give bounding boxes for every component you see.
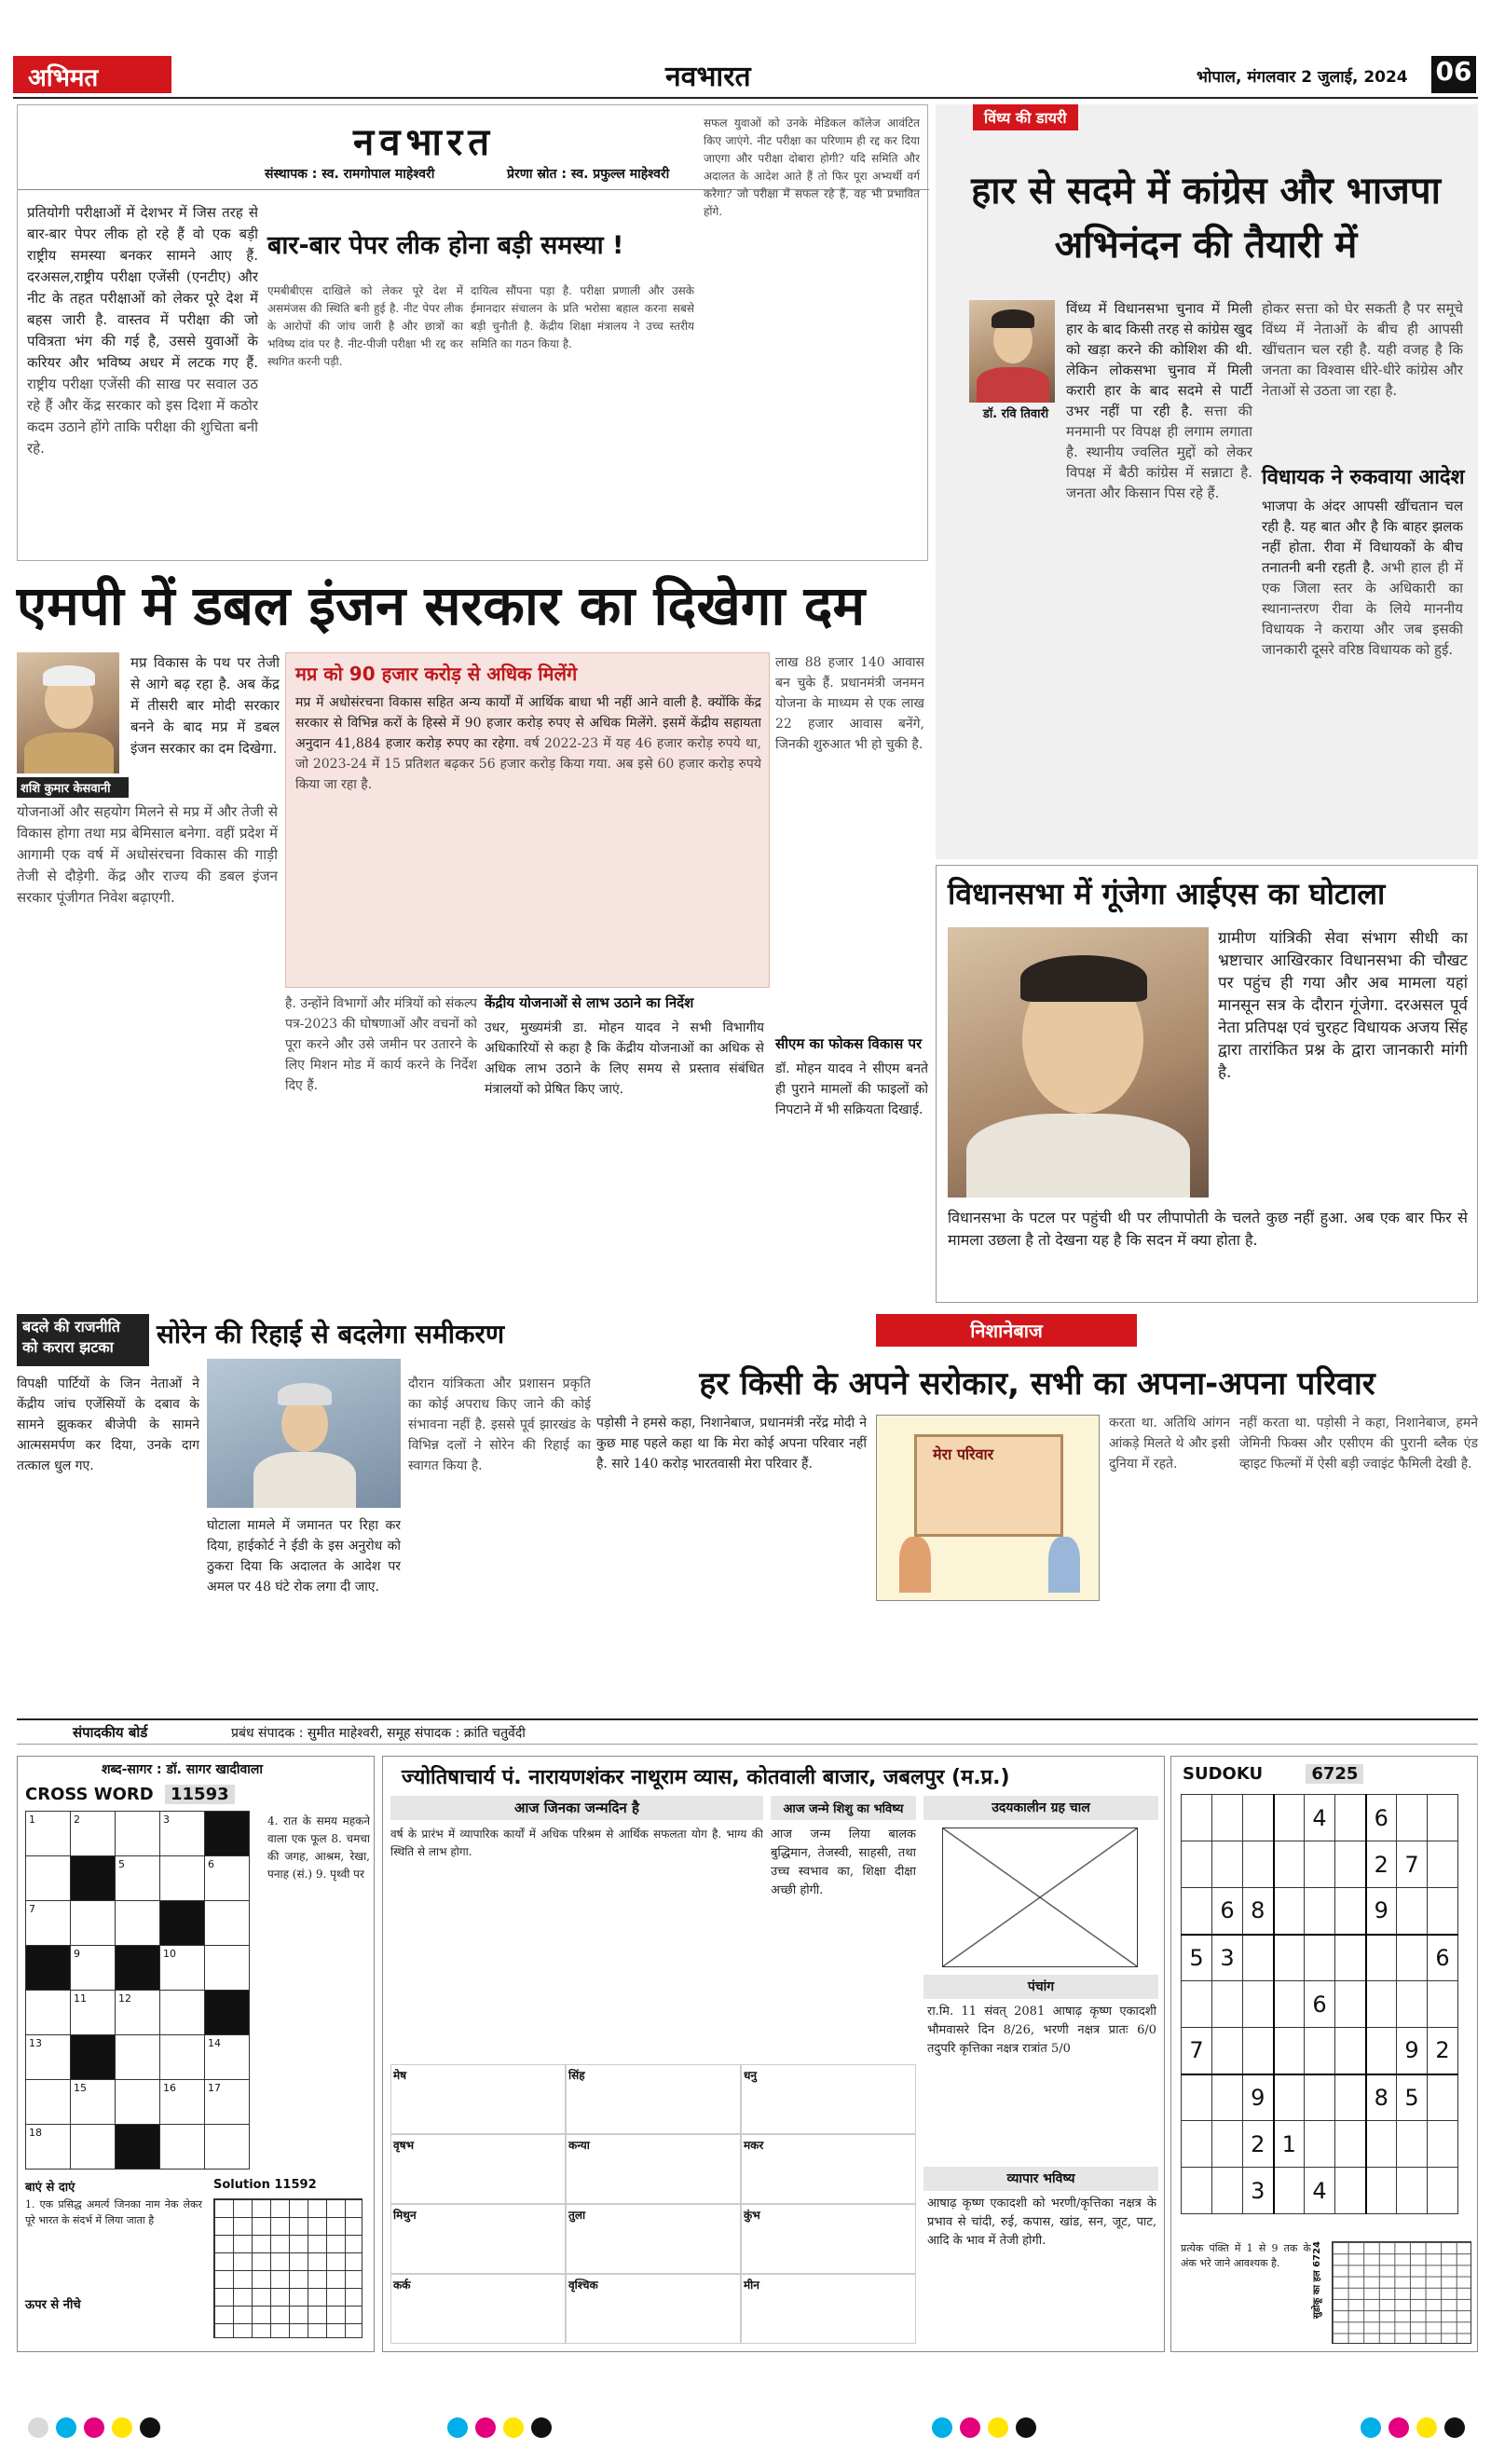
sudoku-cell <box>1335 2168 1366 2214</box>
sudoku-cell <box>1428 1795 1458 1841</box>
sudoku-cell: 6 <box>1366 1795 1397 1841</box>
section-tag: अभिमत <box>13 56 171 93</box>
board-line <box>17 1718 1478 1745</box>
child-text: आज जन्म लिया बालक बुद्धिमान, तेजस्वी, साहसी, तथा उच्च स्वभाव का, शिक्षा दीक्षा अच्छी होगी. <box>771 1827 916 1897</box>
editorial-lead: प्रतियोगी परीक्षाओं में देशभर में जिस तरह से बार-बार पेपर लीक हो रहे हैं वो एक बड़ी राष्ट्रीय समस्या बनकर सामने आए हैं. दरअसल,राष्ट्रीय परीक्षा एजेंसी (एनटीए) और नीट के तहत परीक्षाओं को लेकर पूरे देश में बहस जारी है. वास्तव में परीक्षा की जो पवित्रता भंग की गई है, उससे युवाओं के करियर और भविष्य अधर में लटक गए हैं. राष्ट्रीय परीक्षा एजेंसी की साख पर सवाल उठ रहे हैं और केंद्र सरकार को इस दिशा में कठोर कदम उठाने होंगे ताकि परीक्षा की शुचिता बनी रहे. <box>27 204 258 457</box>
soren-photo <box>207 1359 401 1508</box>
sudoku-cell: 5 <box>1182 1935 1212 1981</box>
sudoku-cell <box>1305 2121 1335 2168</box>
politician-photo <box>948 927 1209 1198</box>
main-col4: लाख 88 हजार 140 आवास बन चुके हैं. प्रधानमंत्री जनमन योजना के माध्यम से एक लाख 22 हजार आवास बनेंगे, जिनकी शुरुआत भी हो चुकी है. <box>775 655 924 752</box>
editorial-block <box>17 104 928 561</box>
crossword-across-label: बाएं से दाएं <box>25 2181 75 2195</box>
sudoku-cell: 4 <box>1305 1795 1335 1841</box>
sudoku-cell <box>1397 1981 1428 2028</box>
panchang-title: पंचांग <box>923 1975 1158 1999</box>
soren-kicker-2: को करारा झटका <box>22 1338 114 1356</box>
soren-kicker <box>17 1314 149 1366</box>
sudoku-cell: 7 <box>1397 1841 1428 1888</box>
sudoku-cell <box>1397 2121 1428 2168</box>
sudoku-cell: 5 <box>1397 2074 1428 2121</box>
crossword-top-label: शब्द-सागर : डॉ. सागर खादीवाला <box>102 1762 264 1777</box>
soren-col1: विपक्षी पार्टियों के जिन नेताओं ने केंद्रीय जांच एजेंसियों के दबाव के सामने झुककर बीजेपी के सामने आत्मसमर्पण कर दिया, उनके दाग तत्काल धुल गए. <box>17 1376 199 1473</box>
sudoku-cell: 2 <box>1428 2028 1458 2074</box>
sudoku-grid <box>1181 1794 1458 2214</box>
sudoku-cell <box>1335 1795 1366 1841</box>
editorial-headline: बार-बार पेपर लीक होना बड़ी समस्या ! <box>267 231 624 260</box>
sudoku-cell: 9 <box>1366 1888 1397 1935</box>
nishanebaaz-col3: करता था. अतिथि आंगन आंकड़े मिलते थे और इसी दुनिया में रहते. <box>1109 1416 1230 1472</box>
registration-strip <box>0 2404 1491 2451</box>
sudoku-cell <box>1182 1888 1212 1935</box>
rashi-item: वृषभ <box>390 2134 566 2204</box>
nishanebaaz-tag: निशानेबाज <box>876 1314 1137 1347</box>
sudoku-cell <box>1182 2168 1212 2214</box>
sudoku-cell <box>1182 1841 1212 1888</box>
sudoku-cell <box>1182 2074 1212 2121</box>
sudoku-cell <box>1428 2074 1458 2121</box>
planet-chart <box>942 1827 1138 1967</box>
crossword-clue-across: 1. एक प्रसिद्ध अमर्त्य जिनका नाम नेक लेकर पूरे भारत के संदर्भ में लिया जाता है <box>25 2198 202 2226</box>
sudoku-number: 6725 <box>1306 1764 1363 1784</box>
soren-kicker-1: बदले की राजनीति <box>22 1318 120 1335</box>
soren-col3: दौरान यांत्रिकता और प्रशासन प्रकृति का कोई अपराध किए जाने की कोई संभावना नहीं है. इससे पूर्व झारखंड के विभिन्न दलों ने सोरेन की रिहाई का स्वागत किया है. <box>408 1376 591 1473</box>
sudoku-cell <box>1212 2074 1243 2121</box>
sudoku-solution-grid <box>1332 2241 1471 2344</box>
sudoku-cell <box>1182 2121 1212 2168</box>
crossword-number: 11593 <box>165 1785 235 1804</box>
sudoku-cell <box>1212 1841 1243 1888</box>
birthday-text: वर्ष के प्रारंभ में व्यापारिक कार्यों में अधिक परिश्रम से आर्थिक सफलता योग है. भाग्य की स्थिति से लाभ होगा. <box>390 1827 763 1858</box>
crossword-solution-grid <box>213 2198 362 2338</box>
editorial-col3: दायित्व सौंपना पड़ा है. परीक्षा प्रणाली और उसके ईमानदार संचालन के प्रति भरोसा बहाल करना सबसे बड़ी चुनौती है. केंद्रीय शिक्षा मंत्रालय ने उच्च स्तरीय समिति का गठन किया है. <box>471 284 694 350</box>
sudoku-cell <box>1212 1981 1243 2028</box>
sudoku-cell: 6 <box>1212 1888 1243 1935</box>
main-col2: है. उन्होंने विभागों और मंत्रियों को संकल्प पत्र-2023 की घोषणाओं और वचनों को पूरा करने और उसे जमीन पर उतारने के लिए मिशन मोड में कार्य करने के निर्देश दिए हैं. <box>285 996 477 1093</box>
sudoku-cell <box>1243 1935 1274 1981</box>
sudoku-cell <box>1274 1981 1305 2028</box>
rashi-item: कर्क <box>390 2274 566 2344</box>
vindhya-subhead: विधायक ने रुकवाया आदेश <box>1262 466 1465 489</box>
sudoku-cell <box>1305 1935 1335 1981</box>
cartoon-label: मेरा परिवार <box>933 1445 994 1463</box>
board-label: संपादकीय बोर्ड <box>73 1724 148 1741</box>
sudoku-cell: 1 <box>1274 2121 1305 2168</box>
sudoku-cell <box>1274 1888 1305 1935</box>
nishanebaaz-headline: हर किसी के अपने सरोकार, सभी का अपना-अपना परिवार <box>699 1365 1375 1403</box>
nishanebaaz-col4: नहीं करता था. पड़ोसी ने कहा, निशानेबाज, हमने जेमिनी फिक्स और एसीएम की पुरानी ब्लैक एंड व्हाइट फिल्मों में ऐसी बड़ी ज्वाइंट फैमिली देखी है. <box>1239 1416 1478 1472</box>
sudoku-cell <box>1274 1795 1305 1841</box>
masthead-logo: नवभारत <box>353 120 496 164</box>
sudoku-cell <box>1212 2121 1243 2168</box>
editorial-col4: सफल युवाओं को उनके मेडिकल कॉलेज आवंटित किए जाएंगे. नीट परीक्षा का परिणाम ही रद्द कर दिया जाएगा और परीक्षा दोबारा होगी? यदि समिति और अदालत के आदेश आते हैं तो फिर पूरा अभ्यर्थी वर्ग करेगा? जो परीक्षा में सफल रहे हैं, वह भी प्रभावित होंगे. <box>704 116 920 218</box>
rashi-item: धनु <box>741 2064 916 2134</box>
sudoku-cell: 9 <box>1243 2074 1274 2121</box>
rashi-item: कुंभ <box>741 2204 916 2274</box>
sudoku-cell <box>1366 2028 1397 2074</box>
sudoku-cell <box>1182 1795 1212 1841</box>
page-number: 06 <box>1431 56 1476 93</box>
sub1-text: उधर, मुख्यमंत्री डा. मोहन यादव ने सभी विभागीय अधिकारियों से कहा है कि केंद्रीय योजनाओं का अधिक से अधिक लाभ उठाने के लिए समय से प्रस्ताव संबंधित मंत्रालयों को प्रेषित किए जाएं. <box>485 1020 764 1097</box>
main-box-title: मप्र को 90 हजार करोड़ से अधिक मिलेंगे <box>295 663 578 685</box>
cartoon <box>876 1415 1100 1601</box>
sudoku-cell <box>1366 1935 1397 1981</box>
rashi-item: कन्या <box>566 2134 741 2204</box>
rashi-item: मीन <box>741 2274 916 2344</box>
trade-title: व्यापार भविष्य <box>923 2167 1158 2191</box>
sudoku-cell: 3 <box>1212 1935 1243 1981</box>
sub2-title: सीएम का फोकस विकास पर <box>775 1035 923 1052</box>
sudoku-cell <box>1428 1841 1458 1888</box>
sudoku-title <box>1183 1764 1363 1784</box>
vindhya-author: डॉ. रवि तिवारी <box>982 407 1049 421</box>
sudoku-cell <box>1397 2168 1428 2214</box>
sudoku-cell <box>1366 2121 1397 2168</box>
sub2-text: डॉ. मोहन यादव ने सीएम बनते ही पुराने मामलों की फाइलों को निपटाने में भी सक्रियता दिखाई. <box>775 1061 928 1117</box>
sudoku-cell: 4 <box>1305 2168 1335 2214</box>
vindhya-sub-lead: भाजपा के अंदर आपसी खींचतान चल रही है. यह बात और है कि बाहर झलक नहीं होता. रीवा में विधायकों के बीच तनातनी बनी रहती है. अभी हाल ही में एक जिला स्तर के अधिकारी का स्थानान्तरण रीवा के लिये माननीय विधायक ने कराया और जब इसकी जानकारी दूसरे वरिष्ठ विधायक को हुई. <box>1262 498 1463 658</box>
sudoku-cell: 8 <box>1243 1888 1274 1935</box>
sudoku-cell <box>1243 1981 1274 2028</box>
crossword-clue-side: 4. रात के समय महकने वाला एक फूल 8. चमचा की जगह, आश्रम, रेखा, पनाह (सं.) 9. पृथ्वी पर <box>267 1814 370 1881</box>
sudoku-instructions: प्रत्येक पंक्ति में 1 से 9 तक के अंक भरे जाने आवश्यक है. <box>1181 2242 1311 2269</box>
sudoku-cell <box>1274 2074 1305 2121</box>
crossword-block <box>17 1756 375 2352</box>
header-logo: नवभारत <box>665 61 751 93</box>
sudoku-cell <box>1335 2028 1366 2074</box>
author-photo-shashi <box>17 652 119 773</box>
sudoku-cell <box>1305 2074 1335 2121</box>
sudoku-cell <box>1274 1935 1305 1981</box>
rashi-item: वृश्चिक <box>566 2274 741 2344</box>
soren-caption: घोटाला मामले में जमानत पर रिहा कर दिया, हाईकोर्ट ने ईडी के इस अनुरोध को ठुकरा दिया कि अदालत के आदेश पर अमल पर 48 घंटे रोक लगा दी जाए. <box>207 1518 401 1595</box>
astro-block <box>382 1756 1165 2352</box>
vindhya-headline: हार से सदमे में कांग्रेस और भाजपा अभिनंदन की तैयारी में <box>971 170 1441 267</box>
sub1-title: केंद्रीय योजनाओं से लाभ उठाने का निर्देश <box>485 994 694 1011</box>
sudoku-cell <box>1182 1981 1212 2028</box>
nishanebaaz-col1: पड़ोसी ने हमसे कहा, निशानेबाज, प्रधानमंत्री नरेंद्र मोदी ने कुछ माह पहले कहा था कि मेरा कोई अपना परिवार नहीं है. सारे 140 करोड़ भारतवासी मेरा परिवार हैं. <box>596 1416 867 1472</box>
vidhansabha-block <box>936 865 1478 1303</box>
sudoku-cell <box>1305 2028 1335 2074</box>
sudoku-cell: 8 <box>1366 2074 1397 2121</box>
sudoku-cell <box>1428 1981 1458 2028</box>
sudoku-cell <box>1335 1841 1366 1888</box>
vindhya-block <box>936 104 1478 859</box>
main-box <box>285 652 770 988</box>
sudoku-cell <box>1428 2121 1458 2168</box>
sudoku-cell <box>1428 2168 1458 2214</box>
sudoku-cell <box>1366 1981 1397 2028</box>
main-author: शशि कुमार केसवानी <box>17 777 129 798</box>
sudoku-cell <box>1243 1841 1274 1888</box>
vindhya-col2: होकर सत्ता को घेर सकती है पर समूचे विंध्य में नेताओं के बीच ही आपसी खींचतान चल रही है. यही वजह है कि जनता का विश्वास धीरे-धीरे कांग्रेस और नेताओं से उठता जा रहा है. <box>1262 300 1463 399</box>
main-headline: एमपी में डबल इंजन सरकार का दिखेगा दम <box>17 574 866 637</box>
trade-text: आषाढ़ कृष्ण एकादशी को भरणी/कृत्तिका नक्षत्र के प्रभाव से चांदी, रुई, कपास, खांड, सन, जूट, पाट, आदि के भाव में तेजी होगी. <box>927 2197 1156 2248</box>
crossword-solution-label: Solution 11592 <box>213 2178 317 2192</box>
child-title: आज जन्मे शिशु का भविष्य <box>771 1796 916 1820</box>
sudoku-cell: 2 <box>1366 1841 1397 1888</box>
sudoku-cell: 9 <box>1397 2028 1428 2074</box>
editorial-col2: एमबीबीएस दाखिले को लेकर पूरे देश में असमंजस की स्थिति बनी हुई है. नीट पेपर लीक के आरोपों की जांच जारी है और छात्रों का भविष्य दांव पर है. नीट-पीजी परीक्षा भी रद्द कर स्थगित करनी पड़ी. <box>267 284 463 368</box>
sudoku-title-text: SUDOKU <box>1183 1764 1264 1784</box>
birthday-title: आज जिनका जन्मदिन है <box>390 1796 763 1820</box>
sudoku-cell <box>1243 1795 1274 1841</box>
panchang-text: रा.मि. 11 संवत् 2081 आषाढ़ कृष्ण एकादशी भौमवासरे दिन 8/26, भरणी नक्षत्र प्रातः 6/0 तदुपरि कृत्तिका नक्षत्र रात्रांत 5/0 <box>927 2005 1156 2056</box>
main-col1: योजनाओं और सहयोग मिलने से मप्र में और तेजी से विकास होगा तथा मप्र बेमिसाल बनेगा. वहीं प्रदेश में आगामी एक वर्ष में अधोसंरचना विकास की गाड़ी तेजी से दौड़ेगी. केंद्र और राज्य की डबल इंजन सरकार पूंजीगत निवेश बढ़ाएगी. <box>17 803 278 906</box>
sudoku-cell <box>1428 1888 1458 1935</box>
main-box-text: मप्र में अधोसंरचना विकास सहित अन्य कार्यों में आर्थिक बाधा भी नहीं आने वाली है. क्योंकि केंद्र सरकार से विभिन्न करों के हिस्से में 90 हजार करोड़ रुपए से अधिक मिलेंगे. इसमें केंद्रीय सहायता अनुदान 41,884 हजार करोड़ रुपए का रहेगा. वर्ष 2022-23 में यह 46 हजार करोड़ रुपये था, जो 2023-24 में 15 प्रतिशत बढ़कर 56 हजार करोड़ किया गया. अब इसे 60 हजार करोड़ रुपये किया जा रहा है. <box>295 695 761 792</box>
sudoku-cell <box>1212 2028 1243 2074</box>
sudoku-cell <box>1335 2074 1366 2121</box>
top-header <box>13 56 1478 97</box>
sudoku-cell <box>1274 2168 1305 2214</box>
sudoku-cell: 6 <box>1305 1981 1335 2028</box>
vidhansabha-footer: विधानसभा के पटल पर पहुंची थी पर लीपापोती के चलते कुछ नहीं हुआ. अब एक बार फिर से मामला उछला है तो देखना यह है कि सदन में क्या होता है. <box>948 1209 1468 1249</box>
astro-title: ज्योतिषाचार्य पं. नारायणशंकर नाथूराम व्यास, कोतवाली बाजार, जबलपुर (म.प्र.) <box>402 1766 1010 1789</box>
sudoku-cell <box>1397 1795 1428 1841</box>
vidhansabha-headline: विधानसभा में गूंजेगा आईएस का घोटाला <box>948 876 1386 911</box>
sudoku-cell <box>1335 1935 1366 1981</box>
sudoku-cell <box>1397 1888 1428 1935</box>
rashi-item: मेष <box>390 2064 566 2134</box>
sudoku-solution-label: सुडोकू का हल 6724 <box>1312 2241 1322 2320</box>
rashi-item: मिथुन <box>390 2204 566 2274</box>
sudoku-cell <box>1274 1841 1305 1888</box>
crossword-title-text: CROSS WORD <box>25 1785 154 1804</box>
sudoku-block <box>1170 1756 1478 2352</box>
crossword-grid: 1 2 3 5 6 7 9 10 11 12 13 14 15 16 17 18 <box>25 1811 250 2170</box>
sudoku-cell <box>1305 1841 1335 1888</box>
sudoku-cell: 7 <box>1182 2028 1212 2074</box>
sudoku-cell <box>1397 1935 1428 1981</box>
rashi-item: तुला <box>566 2204 741 2274</box>
board-chief: प्रबंध संपादक : सुमीत माहेश्वरी, समूह संपादक : क्रांति चतुर्वेदी <box>231 1726 526 1741</box>
sudoku-cell <box>1212 1795 1243 1841</box>
soren-headline: सोरेन की रिहाई से बदलेगा समीकरण <box>157 1319 505 1349</box>
sudoku-cell: 3 <box>1243 2168 1274 2214</box>
crossword-down-label: ऊपर से नीचे <box>25 2298 81 2312</box>
dateline: भोपाल, मंगलवार 2 जुलाई, 2024 <box>1197 68 1408 87</box>
crossword-title <box>25 1785 235 1804</box>
main-lead: मप्र विकास के पथ पर तेजी से आगे बढ़ रहा है. अब केंद्र में तीसरी बार मोदी सरकार बनने के बाद मप्र में डबल इंजन सरकार का दम दिखेगा. <box>130 654 280 757</box>
planet-title: उदयकालीन ग्रह चाल <box>923 1796 1158 1820</box>
sudoku-cell <box>1274 2028 1305 2074</box>
author-photo-ravi <box>969 300 1055 403</box>
vindhya-lead: विंध्य में विधानसभा चुनाव में मिली हार के बाद किसी तरह से कांग्रेस खुद को खड़ा करने की कोशिश की थी. लेकिन लोकसभा चुनाव में मिली करारी हार के बाद सदमे से पार्टी उभर नहीं पा रही है. सत्ता की मनमानी पर विपक्ष ही लगाम लगाता है. स्थानीय ज्वलित मुद्दों को लेकर विपक्ष में बैठी कांग्रेस में सन्नाटा है. जनता और किसान पिस रहे हैं. <box>1066 300 1252 501</box>
sudoku-cell <box>1212 2168 1243 2214</box>
sudoku-cell: 6 <box>1428 1935 1458 1981</box>
sudoku-cell: 2 <box>1243 2121 1274 2168</box>
vindhya-tag: विंध्य की डायरी <box>973 104 1078 130</box>
rashi-item: मकर <box>741 2134 916 2204</box>
rashi-grid <box>390 2064 916 2344</box>
sudoku-cell <box>1305 1888 1335 1935</box>
sudoku-cell <box>1335 1888 1366 1935</box>
founder-line: संस्थापक : स्व. रामगोपाल माहेश्वरी <box>265 167 435 182</box>
sudoku-cell <box>1335 2121 1366 2168</box>
sudoku-cell <box>1243 2028 1274 2074</box>
inspiration-line: प्रेरणा स्रोत : स्व. प्रफुल्ल माहेश्वरी <box>507 167 670 182</box>
rashi-item: सिंह <box>566 2064 741 2134</box>
sudoku-cell <box>1335 1981 1366 2028</box>
vidhansabha-text: ग्रामीण यांत्रिकी सेवा संभाग सीधी का भ्रष्टाचार आखिरकार विधानसभा की चौखट पर पहुंच ही गया और अब मामला यहां मानसून सत्र के दौरान गूंजेगा. दरअसल पूर्व नेता प्रतिपक्ष एवं चुरहट विधायक अजय सिंह द्वारा तारांकित प्रश्न के द्वारा जानकारी मांगी है. <box>1218 929 1468 1082</box>
sudoku-cell <box>1366 2168 1397 2214</box>
